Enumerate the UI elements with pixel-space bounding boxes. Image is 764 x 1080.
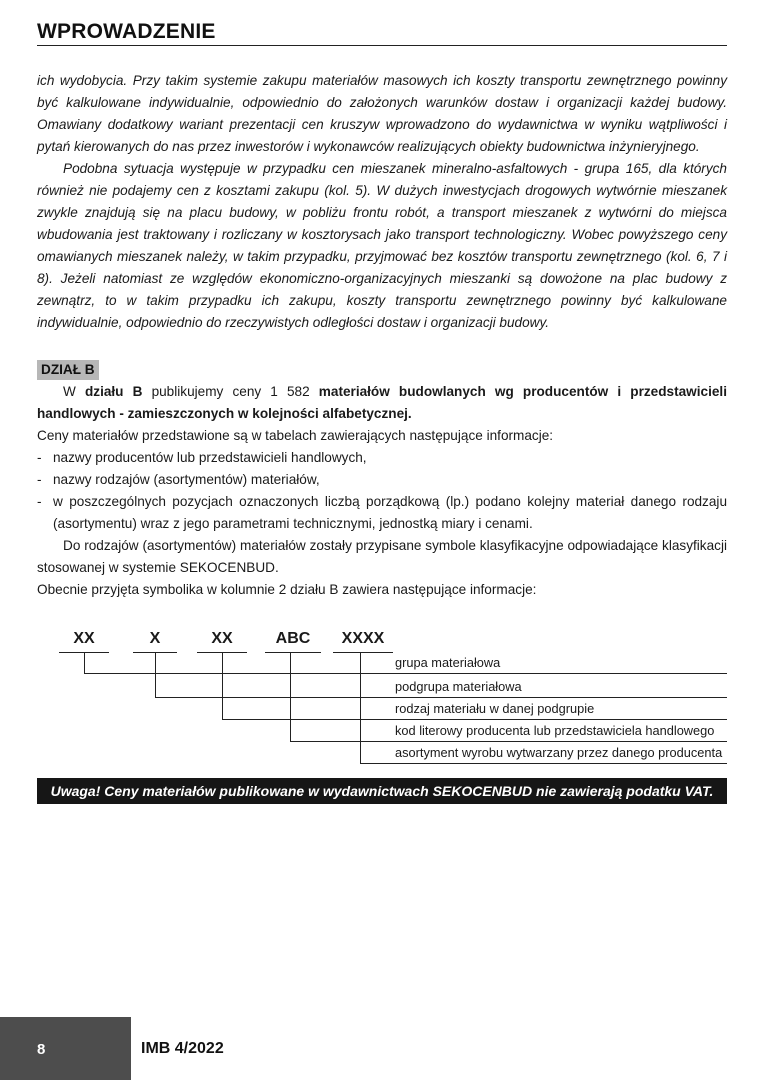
connector-line [222,719,727,720]
section-b-label: DZIAŁ B [37,360,99,380]
section-b-paragraph-4: Obecnie przyjęta symbolika w kolumnie 2 działu B zawiera następujące informacje: [37,582,537,597]
issue-label: IMB 4/2022 [141,1040,224,1057]
main-content [37,70,727,601]
section-b-paragraph-2: Ceny materiałów przedstawione są w tabelach zawierających następujące informacje: [37,428,554,443]
connector-line [155,653,156,697]
section-b-text [37,381,727,601]
page-header-title: WPROWADZENIE [37,20,216,43]
code-assortment: XXXX [341,630,385,647]
code-type: XX [211,630,233,647]
list-item: - w poszczególnych pozycjach oznaczonych liczbą porządkową (lp.) podano kolejny materiał danego rodzaju (asortymentu) wraz z jego parametrami technicznymi, jednostką miary i cenami. [37,491,727,535]
materials-description-bold: materiałów budowlanych wg producentów i przedstawicieli handlowych - zamieszczonych w kolejności alfabetycznej. [37,384,727,421]
text-span: W [63,384,76,399]
connector-line [155,697,727,698]
connector-line [360,763,727,764]
footer-page-box [0,1017,131,1080]
code-underline [333,652,393,653]
list-item: - nazwy producentów lub przedstawicieli handlowych, [37,447,727,469]
info-list [37,447,727,535]
list-item: - nazwy rodzajów (asortymentów) materiałów, [37,469,727,491]
connector-line [84,653,85,673]
symbol-description: grupa materiałowa [395,655,501,670]
section-b-paragraph-3: Do rodzajów (asortymentów) materiałów zostały przypisane symbole klasyfikacyjne odpowiadające klasyfikacji stosowanej w systemie SEKOCENBUD. [37,538,727,575]
connector-line [84,673,727,674]
code-underline [265,652,321,653]
vat-notice-banner: Uwaga! Ceny materiałów publikowane w wydawnictwach SEKOCENBUD nie zawierają podatku VAT. [37,778,727,804]
code-subgroup: X [149,630,161,647]
symbol-description: rodzaj materiału w danej podgrupie [395,701,595,716]
code-group: XX [73,630,95,647]
symbol-diagram [37,628,727,768]
code-producer: ABC [275,630,311,647]
symbol-description: kod literowy producenta lub przedstawiciela handlowego [395,723,715,738]
text-span: publikujemy ceny 1 582 [151,384,310,399]
intro-paragraph-1: ich wydobycia. Przy takim systemie zakupu materiałów masowych ich koszty transportu zewnętrznego powinny być kalkulowane indywidualnie, odpowiednio do założonych warunków dostaw i organizacji każdej budowy. Omawiany dodatkowy wariant prezentacji cen kruszyw wprowadzono do wydawnictwa w wyniku wątpliwości i pytań kierowanych do nas przez inwestorów i wykonawców realizujących obiekty budownictwa inżynieryjnego. [37,73,727,154]
intro-text [37,70,727,334]
page-number: 8 [37,1041,46,1058]
connector-line [360,653,361,763]
symbol-description: podgrupa materiałowa [395,679,522,694]
section-b-paragraph-1 [37,381,727,425]
intro-paragraph-2: Podobna sytuacja występuje w przypadku cen mieszanek mineralno-asfaltowych - grupa 165, dla których również nie podajemy cen z kosztami zakupu (kol. 5). W dużych inwestycjach drogowych wytwórnie mieszanek zwykle znajdują się na placu budowy, w pobliżu frontu robót, a transport mieszanek z wytwórni do miejsca wbudowania jest traktowany i rozliczany w kosztorysach jako transport technologiczny. Wobec powyższego ceny omawianych mieszanek należy, w takim przypadku, przyjmować bez kosztów transportu zewnętrznego (kol. 6, 7 i 8). Jeżeli natomiast ze względów ekonomiczno-organizacyjnych mieszanki są dowożone na plac budowy z zewnątrz, to w takim przypadku ich zakupu, koszty transportu zewnętrznego powinny być kalkulowane indywidualnie, odpowiednio do rzeczywistych odległości dostaw i organizacji budowy. [37,161,727,330]
connector-line [290,741,727,742]
header-divider [37,45,727,46]
symbol-description: asortyment wyrobu wytwarzany przez danego producenta [395,745,723,760]
connector-line [222,653,223,719]
section-ref-bold: działu B [84,384,143,399]
